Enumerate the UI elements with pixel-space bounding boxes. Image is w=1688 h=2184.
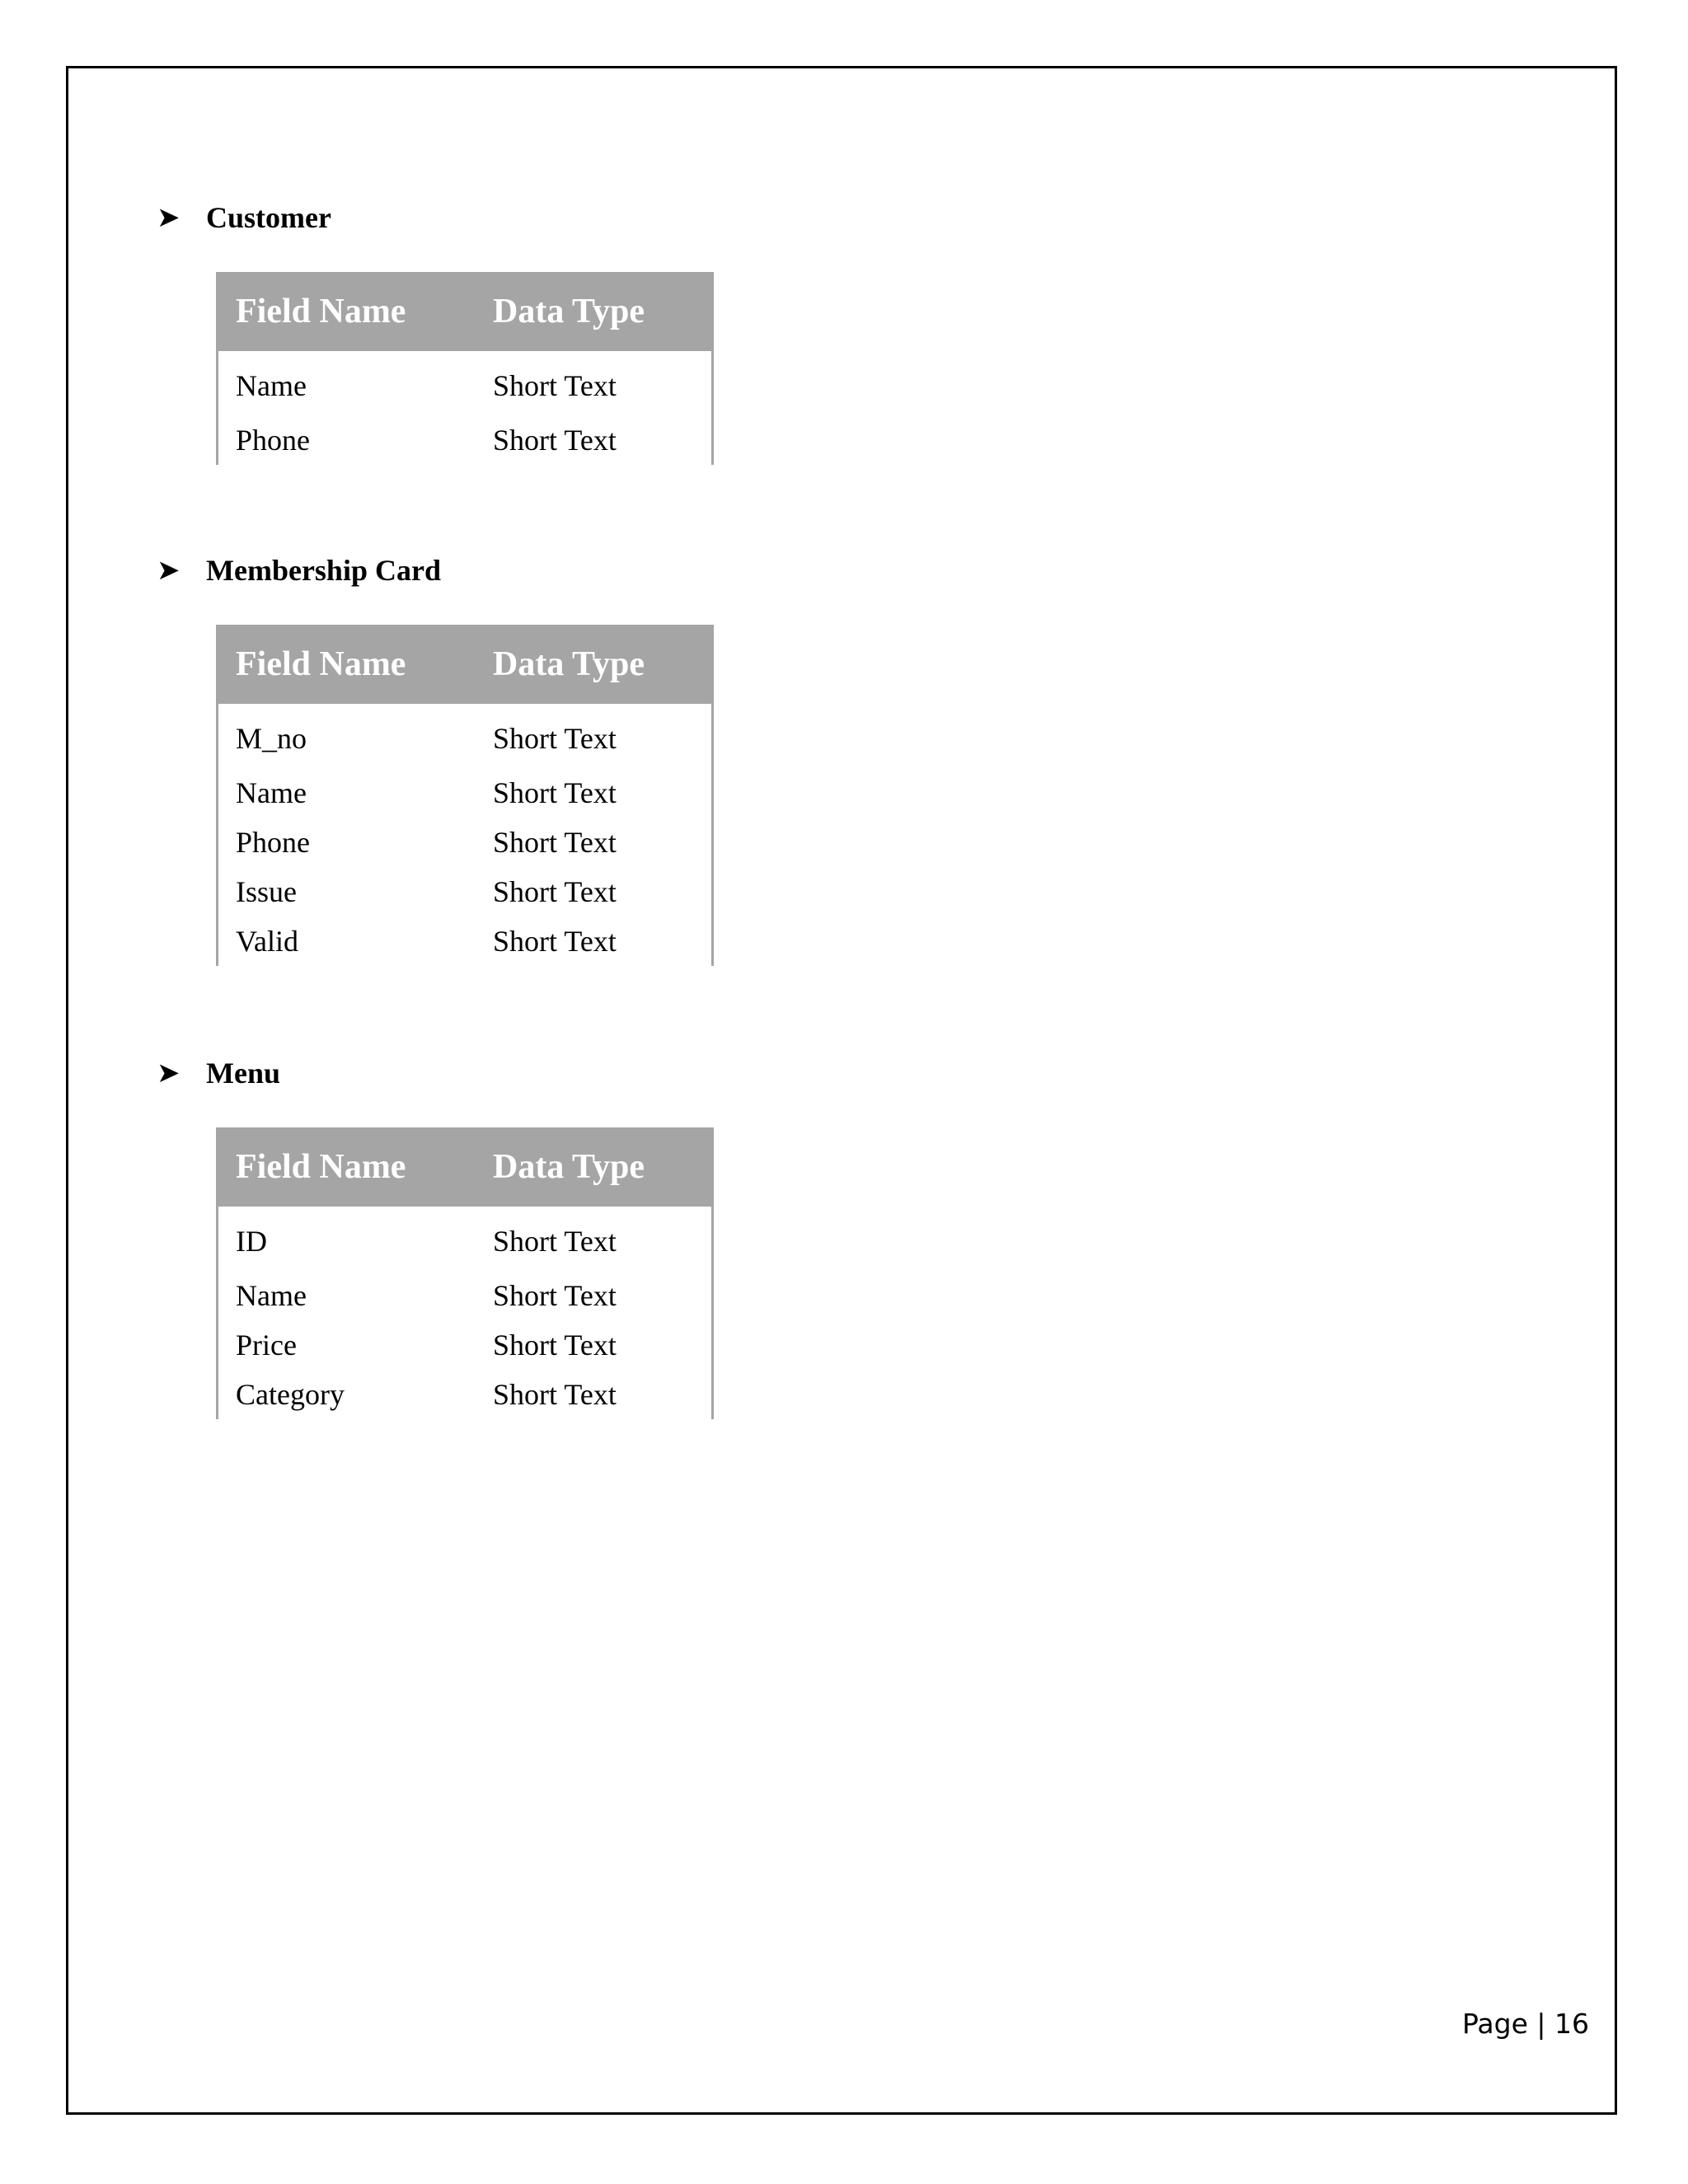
field-name-cell: Name [236,1279,307,1312]
field-name-cell: M_no [236,722,307,755]
column-header-field-name: Field Name [218,1127,494,1207]
data-type-cell: Short Text [493,776,617,809]
table-header-row [218,272,713,351]
data-type-cell: Short Text [493,722,617,755]
table-row [218,1370,713,1419]
section-heading [157,1055,714,1091]
data-type-cell: Short Text [493,424,617,457]
data-type-cell: Short Text [493,369,617,402]
field-name-cell: Valid [236,925,298,958]
table-row [218,768,713,818]
fields-table [216,272,714,465]
section-menu [157,1055,714,1419]
table-row [218,1271,713,1320]
field-name-cell: Price [236,1329,297,1361]
data-type-cell: Short Text [493,1378,617,1411]
column-header-field-name: Field Name [218,272,494,351]
table-row [218,704,713,768]
field-name-cell: Name [236,776,307,809]
page-number: Page | 16 [1462,2008,1589,2040]
table-row [218,415,713,465]
column-header-field-name: Field Name [218,625,494,704]
table-row [218,1207,713,1271]
data-type-cell: Short Text [493,1225,617,1258]
field-name-cell: Category [236,1378,345,1411]
section-membership-card [157,552,714,966]
fields-table [216,625,714,966]
arrowhead-bullet-icon: ➤ [157,201,181,234]
fields-table [216,1127,714,1419]
table-row [218,818,713,867]
column-header-data-type: Data Type [493,1127,713,1207]
table-row [218,351,713,415]
data-type-cell: Short Text [493,826,617,859]
section-heading [157,552,714,588]
field-name-cell: Phone [236,826,310,859]
arrowhead-bullet-icon: ➤ [157,1057,181,1090]
data-type-cell: Short Text [493,1279,617,1312]
column-header-data-type: Data Type [493,625,713,704]
data-type-cell: Short Text [493,1329,617,1361]
section-title: Customer [206,201,331,234]
table-row [218,867,713,916]
data-type-cell: Short Text [493,925,617,958]
section-title: Membership Card [206,554,441,587]
field-name-cell: Phone [236,424,310,457]
section-heading [157,199,714,236]
data-type-cell: Short Text [493,875,617,908]
section-customer [157,199,714,465]
table-header-row [218,1127,713,1207]
field-name-cell: Issue [236,875,297,908]
field-name-cell: ID [236,1225,267,1258]
table-header-row [218,625,713,704]
column-header-data-type: Data Type [493,272,713,351]
section-title: Menu [206,1057,280,1090]
arrowhead-bullet-icon: ➤ [157,554,181,587]
table-row [218,916,713,966]
field-name-cell: Name [236,369,307,402]
table-row [218,1320,713,1370]
